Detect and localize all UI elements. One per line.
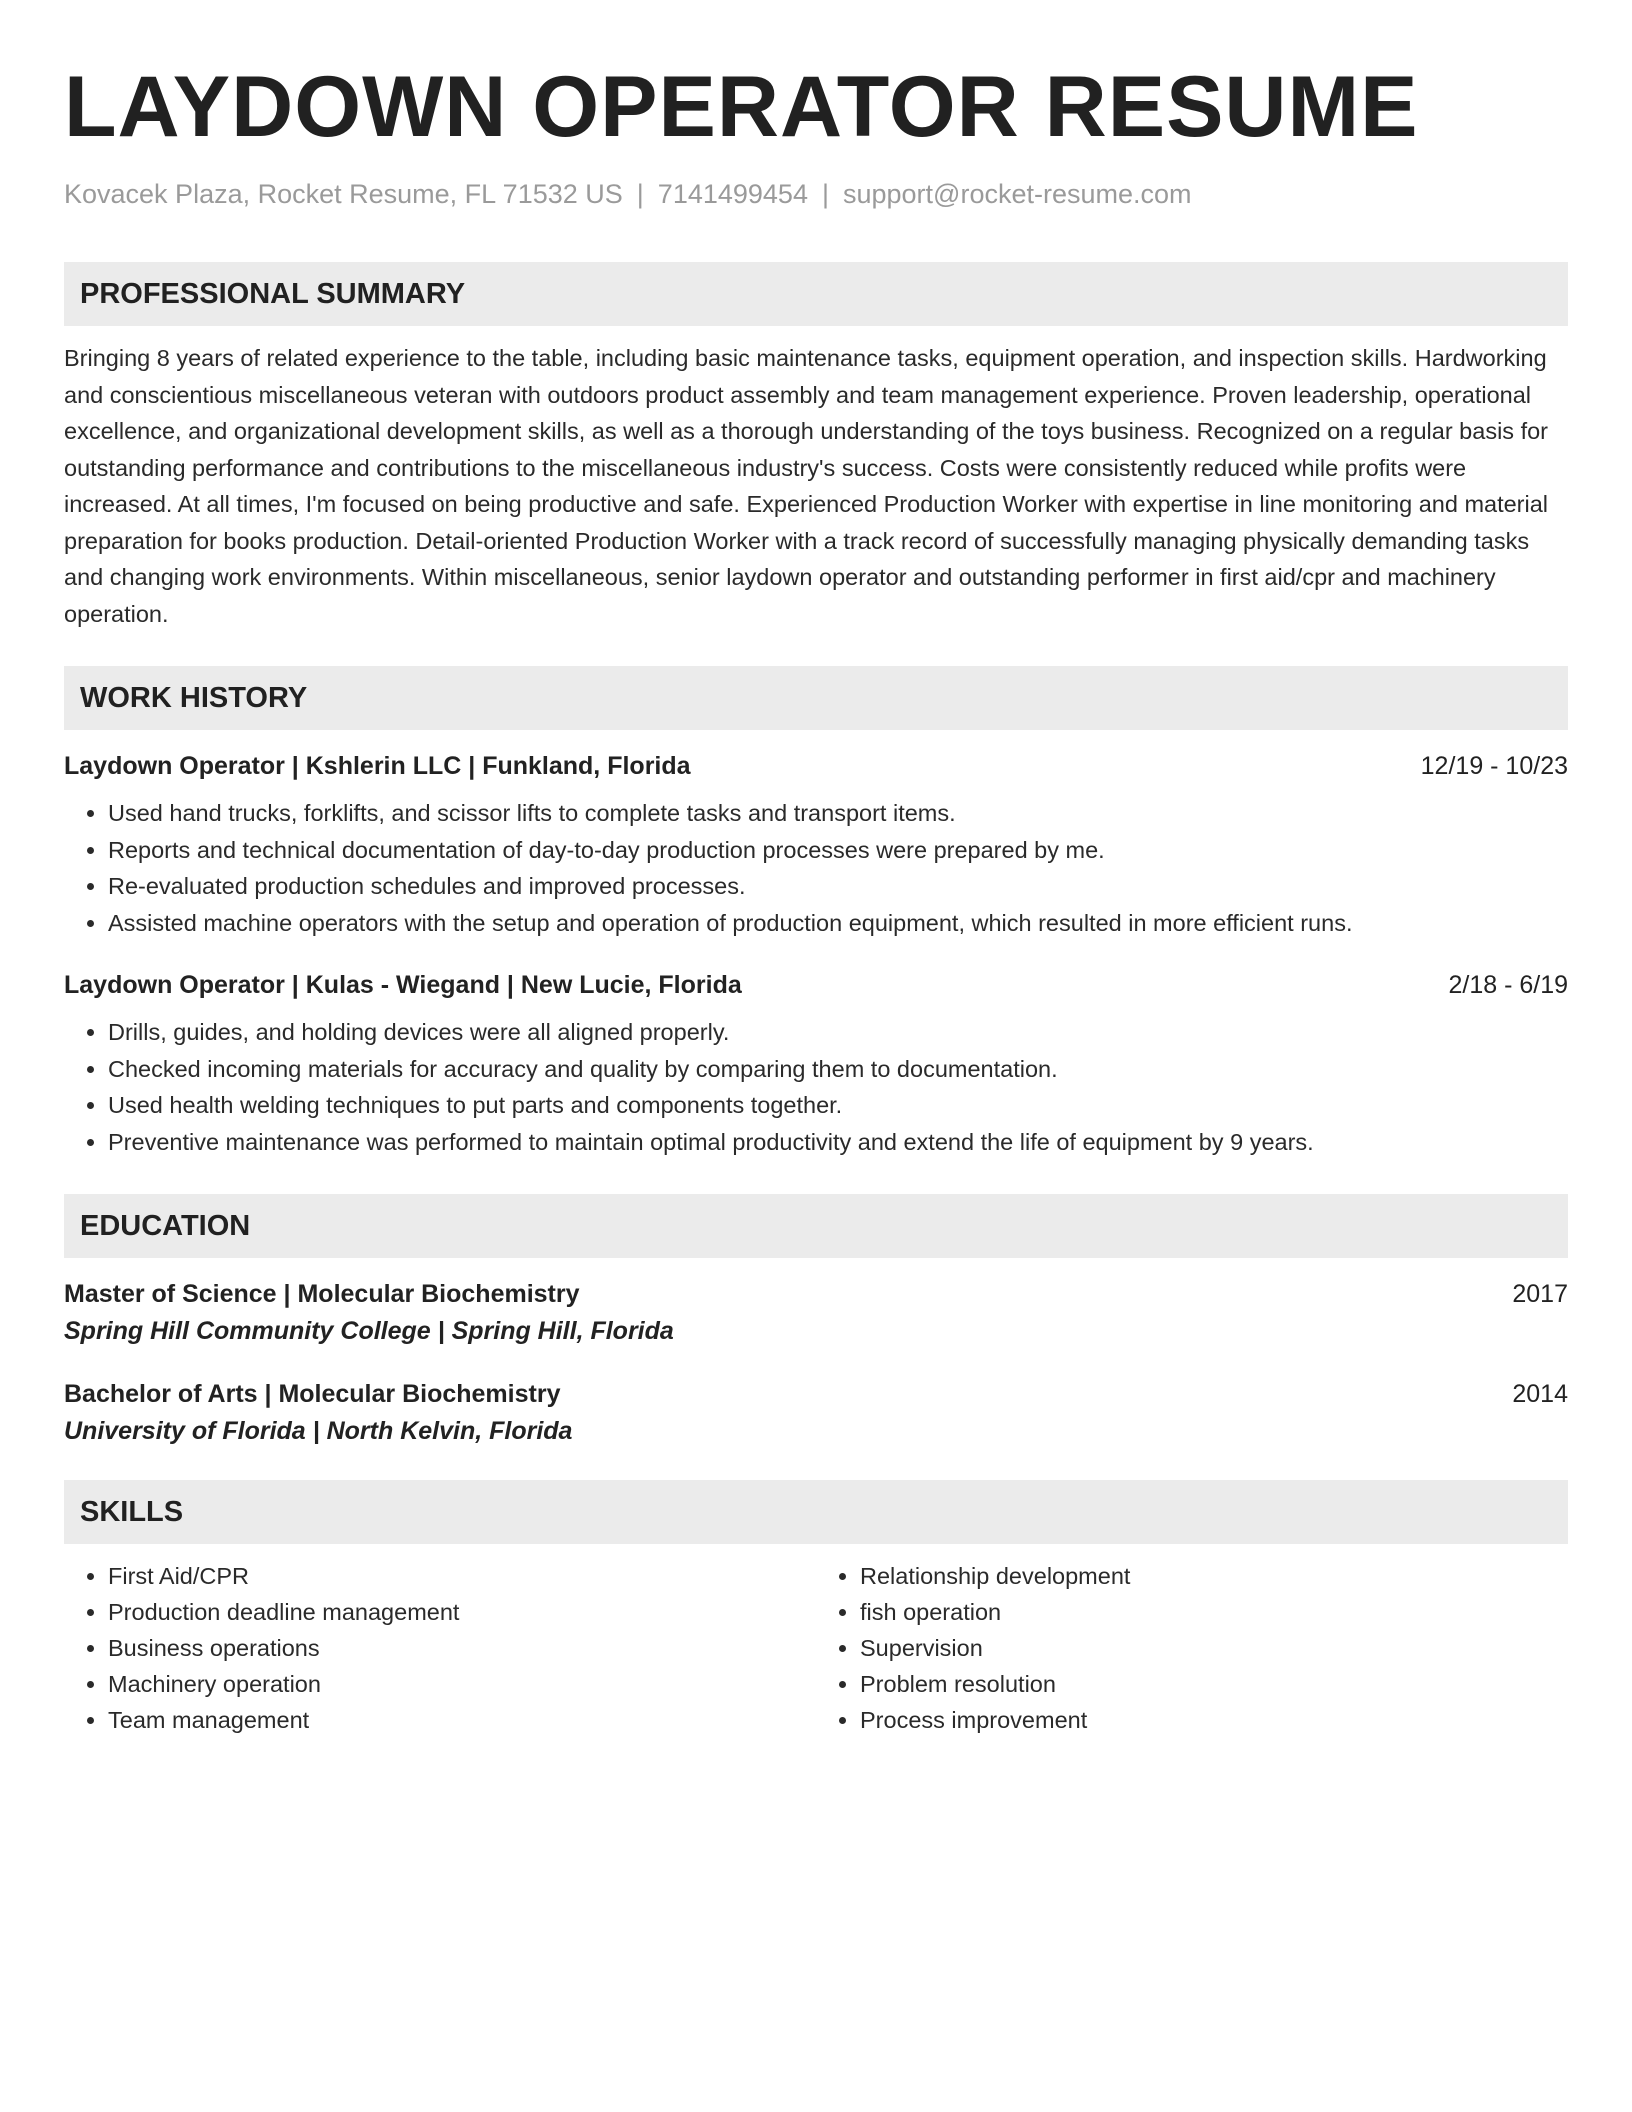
education-school: University of Florida | North Kelvin, Florida bbox=[64, 1417, 573, 1446]
job-header bbox=[64, 971, 1568, 1000]
education-header bbox=[64, 1280, 1568, 1309]
contact-phone: 7141499454 bbox=[657, 179, 808, 209]
skill-item: • Machinery operation bbox=[108, 1666, 816, 1702]
skills-list bbox=[64, 1558, 1568, 1738]
education-degree: Bachelor of Arts | Molecular Biochemistry bbox=[64, 1380, 561, 1409]
job-bullets bbox=[64, 795, 1568, 941]
job-bullet: • Reports and technical documentation of day-to-day production processes were prepared by me. bbox=[108, 832, 1568, 869]
education-header bbox=[64, 1380, 1568, 1409]
job-bullet: • Used health welding techniques to put parts and components together. bbox=[108, 1087, 1568, 1124]
contact-separator: | bbox=[821, 179, 829, 209]
skill-item: • Supervision bbox=[860, 1630, 1568, 1666]
job-bullet: • Drills, guides, and holding devices were all aligned properly. bbox=[108, 1014, 1568, 1051]
job-dates: 12/19 - 10/23 bbox=[1420, 752, 1568, 781]
job-bullets bbox=[64, 1014, 1568, 1160]
job-title: Laydown Operator | Kshlerin LLC | Funkland, Florida bbox=[64, 752, 691, 781]
skill-item: • Team management bbox=[108, 1702, 816, 1738]
job-bullet: • Used hand trucks, forklifts, and scissor lifts to complete tasks and transport items. bbox=[108, 795, 1568, 832]
summary-text: Bringing 8 years of related experience to the table, including basic maintenance tasks, equipment operation, and inspection skills. Hardworking and conscientious miscellaneous veteran with outdoors product assembly and team management experience. Proven leadership, operational excellence, and organizational development skills, as well as a thorough understanding of the toys business. Recognized on a regular basis for outstanding performance and contributions to the miscellaneous industry's success. Costs were consistently reduced while profits were increased. At all times, I'm focused on being productive and safe. Experienced Production Worker with expertise in line monitoring and material preparation for books production. Detail-oriented Production Worker with a track record of successfully managing physically demanding tasks and changing work environments. Within miscellaneous, senior laydown operator and outstanding performer in first aid/cpr and machinery operation. bbox=[64, 345, 1549, 627]
job-bullet: • Re-evaluated production schedules and improved processes. bbox=[108, 868, 1568, 905]
contact-line bbox=[64, 178, 1568, 210]
job-bullet: • Checked incoming materials for accuracy and quality by comparing them to documentation. bbox=[108, 1051, 1568, 1088]
skill-item: • fish operation bbox=[860, 1594, 1568, 1630]
section-header-skills: SKILLS bbox=[64, 1480, 1568, 1544]
education-entry bbox=[64, 1380, 1568, 1446]
education-school: Spring Hill Community College | Spring Hill, Florida bbox=[64, 1317, 674, 1346]
contact-address: Kovacek Plaza, Rocket Resume, FL 71532 US bbox=[64, 179, 623, 209]
skill-item: • Problem resolution bbox=[860, 1666, 1568, 1702]
education-degree: Master of Science | Molecular Biochemistry bbox=[64, 1280, 580, 1309]
job-bullet: • Preventive maintenance was performed to maintain optimal productivity and extend the life of equipment by 9 years. bbox=[108, 1124, 1568, 1161]
resume-title: LAYDOWN OPERATOR RESUME bbox=[64, 59, 1419, 155]
job-entry bbox=[64, 971, 1568, 1160]
job-header bbox=[64, 752, 1568, 781]
education-year: 2014 bbox=[1512, 1380, 1568, 1409]
job-entry bbox=[64, 752, 1568, 941]
education-entry bbox=[64, 1280, 1568, 1346]
skill-item: • Production deadline management bbox=[108, 1594, 816, 1630]
contact-separator: | bbox=[636, 179, 644, 209]
section-header-education: EDUCATION bbox=[64, 1194, 1568, 1258]
section-header-work-history: WORK HISTORY bbox=[64, 666, 1568, 730]
skills-column-left bbox=[64, 1558, 816, 1738]
job-dates: 2/18 - 6/19 bbox=[1448, 971, 1568, 1000]
job-bullet: • Assisted machine operators with the setup and operation of production equipment, which resulted in more efficient runs. bbox=[108, 905, 1568, 942]
section-header-summary: PROFESSIONAL SUMMARY bbox=[64, 262, 1568, 326]
education-year: 2017 bbox=[1512, 1280, 1568, 1309]
skill-item: • Business operations bbox=[108, 1630, 816, 1666]
skill-item: • Relationship development bbox=[860, 1558, 1568, 1594]
contact-email: support@rocket-resume.com bbox=[842, 179, 1192, 209]
skill-item: • First Aid/CPR bbox=[108, 1558, 816, 1594]
skill-item: • Process improvement bbox=[860, 1702, 1568, 1738]
skills-column-right bbox=[816, 1558, 1568, 1738]
job-title: Laydown Operator | Kulas - Wiegand | New Lucie, Florida bbox=[64, 971, 742, 1000]
